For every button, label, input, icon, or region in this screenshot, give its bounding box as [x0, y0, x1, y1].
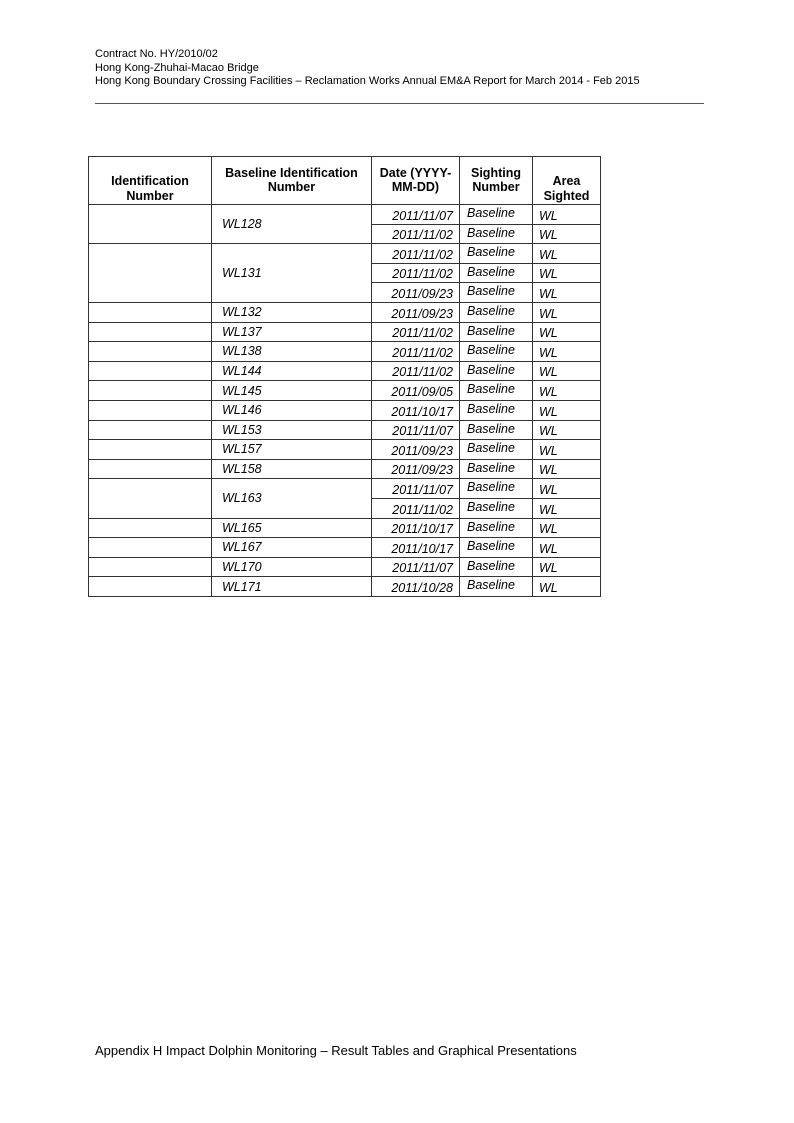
table-row — [89, 557, 601, 577]
table-row — [89, 420, 601, 440]
identification-number-cell — [89, 518, 212, 538]
table-header-row — [89, 157, 601, 205]
sighting-number-cell: Baseline — [460, 283, 533, 303]
identification-number-cell — [89, 577, 212, 597]
date-cell: 2011/10/17 — [372, 518, 460, 538]
sighting-number-cell: Baseline — [460, 400, 533, 420]
table-row — [89, 440, 601, 460]
baseline-id-cell: WL171 — [212, 577, 372, 597]
identification-number-cell — [89, 322, 212, 342]
area-sighted-cell: WL — [533, 302, 601, 322]
baseline-id-cell: WL146 — [212, 400, 372, 420]
date-cell: 2011/09/23 — [372, 302, 460, 322]
date-cell: 2011/11/02 — [372, 342, 460, 362]
date-cell: 2011/10/17 — [372, 538, 460, 558]
table-row — [89, 577, 601, 597]
table-row — [89, 244, 601, 264]
table-row — [89, 518, 601, 538]
area-sighted-cell: WL — [533, 283, 601, 303]
sighting-number-cell: Baseline — [460, 244, 533, 264]
sighting-number-cell: Baseline — [460, 381, 533, 401]
identification-number-cell — [89, 361, 212, 381]
identification-number-cell — [89, 557, 212, 577]
date-cell: 2011/11/02 — [372, 224, 460, 244]
identification-number-cell — [89, 381, 212, 401]
table-row — [89, 361, 601, 381]
identification-number-cell — [89, 400, 212, 420]
table-row — [89, 302, 601, 322]
baseline-id-cell: WL132 — [212, 302, 372, 322]
identification-number-cell — [89, 420, 212, 440]
area-sighted-cell: WL — [533, 244, 601, 264]
date-cell: 2011/09/05 — [372, 381, 460, 401]
date-cell: 2011/11/02 — [372, 244, 460, 264]
baseline-id-cell: WL158 — [212, 459, 372, 479]
sighting-number-cell: Baseline — [460, 322, 533, 342]
baseline-id-cell: WL163 — [212, 479, 372, 518]
date-cell: 2011/11/07 — [372, 479, 460, 499]
table-row — [89, 538, 601, 558]
identification-number-cell — [89, 538, 212, 558]
baseline-id-cell: WL167 — [212, 538, 372, 558]
area-sighted-cell: WL — [533, 479, 601, 499]
identification-number-cell — [89, 244, 212, 303]
col-baseline-id: Baseline Identification Number — [212, 157, 372, 205]
area-sighted-cell: WL — [533, 322, 601, 342]
area-sighted-cell: WL — [533, 342, 601, 362]
table-row — [89, 322, 601, 342]
table-row — [89, 205, 601, 225]
area-sighted-cell: WL — [533, 361, 601, 381]
date-cell: 2011/11/02 — [372, 263, 460, 283]
date-cell: 2011/11/02 — [372, 498, 460, 518]
area-sighted-cell: WL — [533, 224, 601, 244]
sighting-number-cell: Baseline — [460, 577, 533, 597]
page-footer: Appendix H Impact Dolphin Monitoring – Result Tables and Graphical Presentations — [95, 1043, 577, 1058]
area-sighted-cell: WL — [533, 440, 601, 460]
baseline-id-cell: WL170 — [212, 557, 372, 577]
sighting-number-cell: Baseline — [460, 479, 533, 499]
identification-number-cell — [89, 459, 212, 479]
sighting-number-cell: Baseline — [460, 440, 533, 460]
date-cell: 2011/11/02 — [372, 361, 460, 381]
date-cell: 2011/09/23 — [372, 283, 460, 303]
area-sighted-cell: WL — [533, 518, 601, 538]
dolphin-results-table — [88, 156, 601, 597]
table-row — [89, 400, 601, 420]
identification-number-cell — [89, 205, 212, 244]
col-identification-number: Identification Number — [89, 157, 212, 205]
sighting-number-cell: Baseline — [460, 459, 533, 479]
date-cell: 2011/11/07 — [372, 557, 460, 577]
date-cell: 2011/11/07 — [372, 205, 460, 225]
sighting-number-cell: Baseline — [460, 342, 533, 362]
col-sighting-number: Sighting Number — [460, 157, 533, 205]
sighting-number-cell: Baseline — [460, 538, 533, 558]
sighting-number-cell: Baseline — [460, 224, 533, 244]
col-area-sighted: Area Sighted — [533, 157, 601, 205]
date-cell: 2011/11/02 — [372, 322, 460, 342]
page-header — [95, 48, 640, 89]
sighting-number-cell: Baseline — [460, 302, 533, 322]
identification-number-cell — [89, 479, 212, 518]
baseline-id-cell: WL153 — [212, 420, 372, 440]
baseline-id-cell: WL131 — [212, 244, 372, 303]
table-row — [89, 479, 601, 499]
area-sighted-cell: WL — [533, 538, 601, 558]
header-divider — [95, 103, 704, 104]
baseline-id-cell: WL145 — [212, 381, 372, 401]
identification-number-cell — [89, 342, 212, 362]
baseline-id-cell: WL165 — [212, 518, 372, 538]
date-cell: 2011/09/23 — [372, 440, 460, 460]
sighting-number-cell: Baseline — [460, 420, 533, 440]
col-date: Date (YYYY-MM-DD) — [372, 157, 460, 205]
baseline-id-cell: WL138 — [212, 342, 372, 362]
table-row — [89, 459, 601, 479]
table-row — [89, 381, 601, 401]
project-name: Hong Kong-Zhuhai-Macao Bridge — [95, 61, 259, 74]
date-cell: 2011/11/07 — [372, 420, 460, 440]
baseline-id-cell: WL144 — [212, 361, 372, 381]
area-sighted-cell: WL — [533, 577, 601, 597]
sighting-number-cell: Baseline — [460, 498, 533, 518]
table-body — [89, 205, 601, 597]
area-sighted-cell: WL — [533, 381, 601, 401]
baseline-id-cell: WL128 — [212, 205, 372, 244]
contract-number: Contract No. HY/2010/02 — [95, 48, 218, 60]
identification-number-cell — [89, 302, 212, 322]
date-cell: 2011/09/23 — [372, 459, 460, 479]
area-sighted-cell: WL — [533, 498, 601, 518]
baseline-id-cell: WL157 — [212, 440, 372, 460]
sighting-number-cell: Baseline — [460, 361, 533, 381]
sighting-number-cell: Baseline — [460, 205, 533, 225]
table-row — [89, 342, 601, 362]
date-cell: 2011/10/28 — [372, 577, 460, 597]
area-sighted-cell: WL — [533, 459, 601, 479]
baseline-id-cell: WL137 — [212, 322, 372, 342]
area-sighted-cell: WL — [533, 557, 601, 577]
area-sighted-cell: WL — [533, 400, 601, 420]
sighting-number-cell: Baseline — [460, 518, 533, 538]
identification-number-cell — [89, 440, 212, 460]
report-title: Hong Kong Boundary Crossing Facilities – Reclamation Works Annual EM&A Report for March 2014 - Feb 2015 — [95, 75, 640, 87]
area-sighted-cell: WL — [533, 263, 601, 283]
area-sighted-cell: WL — [533, 205, 601, 225]
date-cell: 2011/10/17 — [372, 400, 460, 420]
sighting-number-cell: Baseline — [460, 263, 533, 283]
sighting-number-cell: Baseline — [460, 557, 533, 577]
area-sighted-cell: WL — [533, 420, 601, 440]
